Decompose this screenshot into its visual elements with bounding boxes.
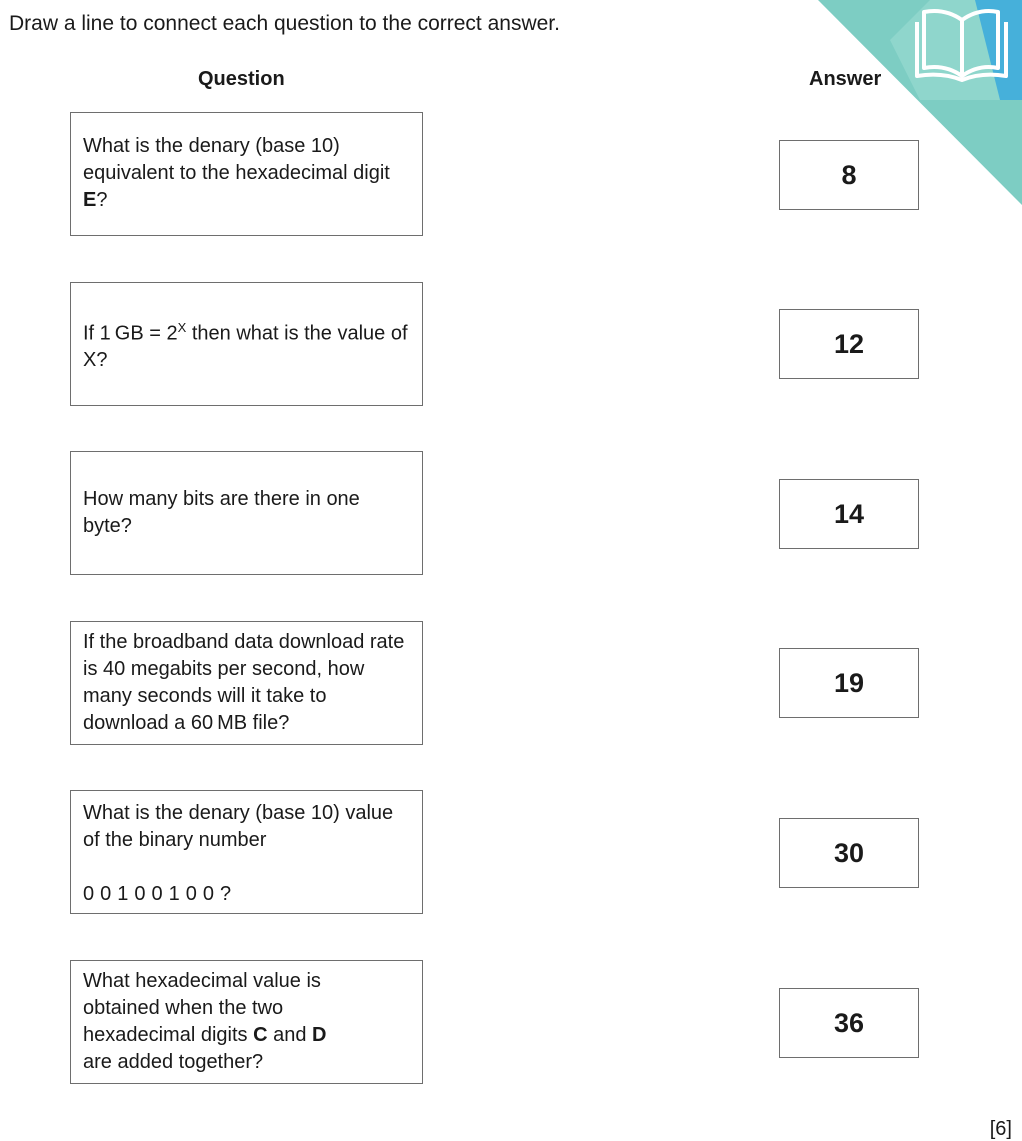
question-box-2[interactable]	[70, 282, 423, 406]
question-box-6[interactable]	[70, 960, 423, 1084]
answer-box-2[interactable]: 12	[779, 309, 919, 379]
question-column-header: Question	[198, 68, 285, 90]
instruction-text: Draw a line to connect each question to the correct answer.	[9, 12, 560, 35]
binary-number: 00100100?	[83, 883, 238, 905]
question-text: What is the denary (base 10) value of the binary number 00100100?	[83, 800, 410, 908]
answer-box-6[interactable]: 36	[779, 988, 919, 1058]
question-text: If 1 GB = $2^X$ then what is the value of X?	[83, 319, 408, 372]
answer-box-1[interactable]: 8	[779, 140, 919, 210]
question-box-4[interactable]	[70, 621, 423, 745]
marks-label: [6]	[989, 1118, 1012, 1140]
answer-box-5[interactable]: 30	[779, 818, 919, 888]
question-text: How many bits are there in one byte?	[83, 488, 360, 537]
answer-box-3[interactable]: 14	[779, 479, 919, 549]
answer-column-header: Answer	[809, 68, 882, 90]
question-box-1[interactable]	[70, 112, 423, 236]
answer-box-4[interactable]: 19	[779, 648, 919, 718]
question-box-3[interactable]	[70, 451, 423, 575]
question-text: What hexadecimal value is obtained when the two hexadecimal digits C and D are added together?	[83, 970, 327, 1073]
question-box-5[interactable]	[70, 790, 423, 914]
question-text: What is the denary (base 10) equivalent to the hexadecimal digit E?	[83, 135, 390, 211]
question-text: If the broadband data download rate is 40 megabits per second, how many seconds will it take to download a 60 MB file?	[83, 631, 405, 734]
